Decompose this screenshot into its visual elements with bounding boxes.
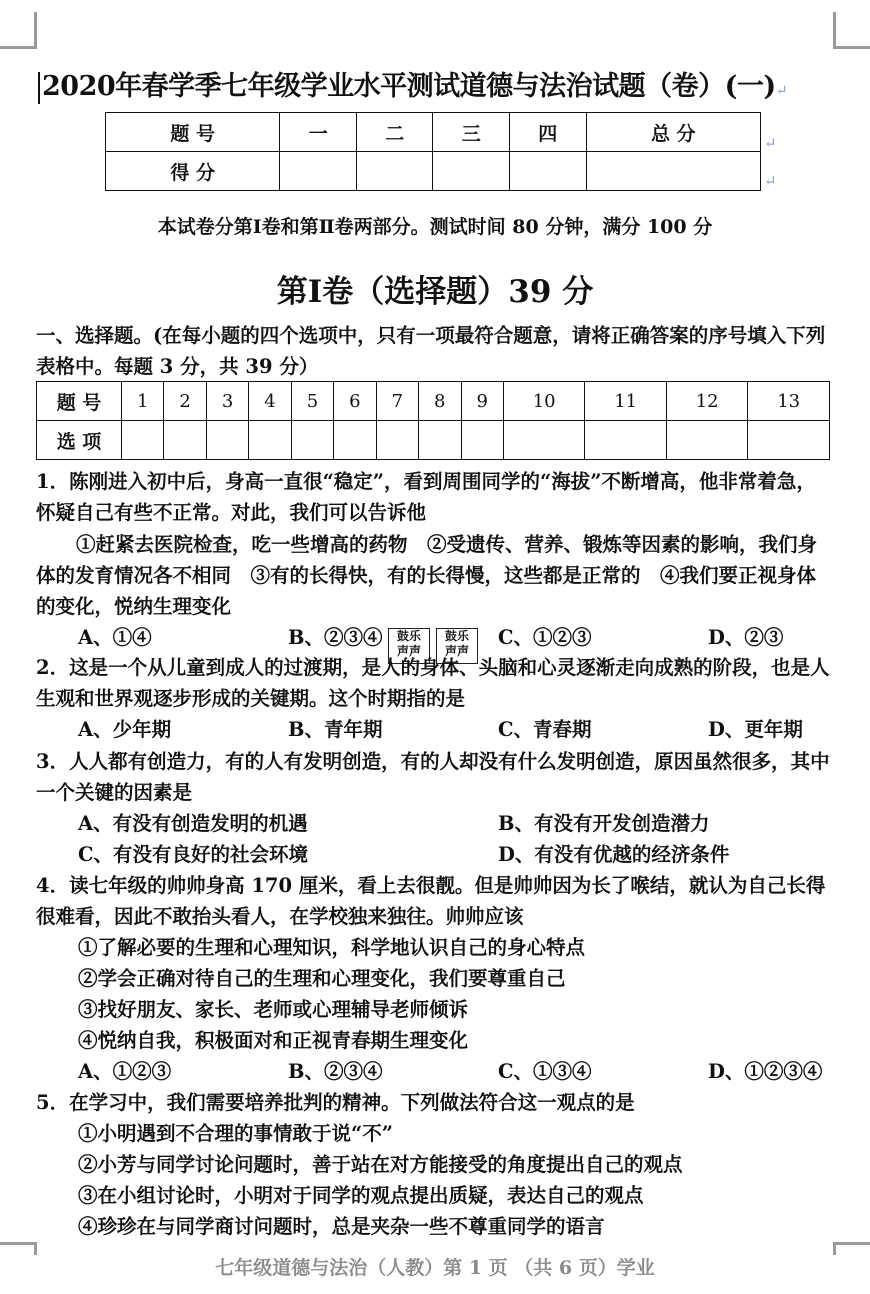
question-number-cell: 1 bbox=[122, 382, 164, 421]
question-number-cell: 12 bbox=[666, 382, 747, 421]
score-table-header: 三 bbox=[433, 113, 510, 152]
question-3-stem: 3．人人都有创造力，有的人有发明创造，有的人却没有什么发明创造，原因虽然很多，其中一个关键的因素是 bbox=[36, 750, 830, 804]
q5-item: ②小芳与同学讨论问题时，善于站在对方能接受的角度提出自己的观点 bbox=[78, 1153, 683, 1176]
q5-item: ③在小组讨论时，小明对于同学的观点提出质疑，表达自己的观点 bbox=[78, 1184, 644, 1207]
exam-note: 本试卷分第Ⅰ卷和第Ⅱ卷两部分。测试时间 80 分钟，满分 100 分 bbox=[157, 216, 713, 238]
score-cell[interactable] bbox=[433, 152, 510, 191]
paragraph-mark-icon: ↵ bbox=[775, 83, 787, 99]
answer-cell[interactable] bbox=[334, 421, 376, 460]
answer-cell[interactable] bbox=[419, 421, 461, 460]
answer-cell[interactable] bbox=[249, 421, 291, 460]
exam-title-text: 2020年春学季七年级学业水平测试道德与法治试题（卷）(一) bbox=[42, 71, 776, 102]
question-number-cell: 6 bbox=[334, 382, 376, 421]
q5-item: ①小明遇到不合理的事情敢于说“不” bbox=[78, 1122, 393, 1145]
seal-stamp-line: 声声 bbox=[444, 644, 469, 658]
q2-option-c: C、青春期 bbox=[498, 718, 592, 741]
answer-cell[interactable] bbox=[666, 421, 747, 460]
seal-stamp-line: 声声 bbox=[396, 644, 421, 658]
answer-cell[interactable] bbox=[164, 421, 206, 460]
q4-option-c: C、①③④ bbox=[498, 1060, 592, 1083]
exam-title bbox=[36, 64, 846, 104]
score-row-label: 得 分 bbox=[106, 152, 280, 191]
question-4-stem: 4．读七年级的帅帅身高 170 厘米，看上去很靓。但是帅帅因为长了喉结，就认为自己长得很难看，因此不敢抬头看人，在学校独来独往。帅帅应该 bbox=[36, 874, 826, 928]
answer-cell[interactable] bbox=[503, 421, 584, 460]
q4-item: ③找好朋友、家长、老师或心理辅导老师倾诉 bbox=[78, 998, 469, 1021]
seal-stamp-line: 鼓乐 bbox=[444, 629, 469, 643]
q1-option-c: C、①②③ bbox=[498, 626, 592, 649]
question-number-cell: 7 bbox=[376, 382, 418, 421]
q4-option-b: B、②③④ bbox=[288, 1060, 383, 1083]
score-cell[interactable] bbox=[509, 152, 586, 191]
answer-cell[interactable] bbox=[206, 421, 248, 460]
score-table-header: 总 分 bbox=[586, 113, 761, 152]
answer-cell[interactable] bbox=[122, 421, 164, 460]
q4-item: ④悦纳自我，积极面对和正视青春期生理变化 bbox=[78, 1029, 469, 1052]
q3-option-d: D、有没有优越的经济条件 bbox=[498, 843, 730, 866]
answer-cell[interactable] bbox=[461, 421, 503, 460]
row-end-mark-icon: ↵ bbox=[764, 134, 777, 152]
question-1-statements: ①赶紧去医院检查，吃一些增高的药物 ②受遗传、营养、锻炼等因素的影响，我们身体的发育情况各不相同 ③有的长得快，有的长得慢，这些都是正常的 ④我们要正视身体的变化，悦纳生理变化 bbox=[36, 533, 818, 618]
answer-table-option-row bbox=[37, 421, 830, 460]
q4-item: ②学会正确对待自己的生理和心理变化，我们要尊重自己 bbox=[78, 967, 566, 990]
question-2-stem: 2．这是一个从儿童到成人的过渡期，是人的身体、头脑和心灵逐渐走向成熟的阶段，也是人生观和世界观逐步形成的关键期。这个时期指的是 bbox=[36, 656, 830, 710]
answer-table bbox=[36, 381, 830, 460]
answer-table-number-row bbox=[37, 382, 830, 421]
question-number-cell: 2 bbox=[164, 382, 206, 421]
score-cell[interactable] bbox=[280, 152, 357, 191]
question-number-cell: 10 bbox=[503, 382, 584, 421]
q4-option-a: A、①②③ bbox=[78, 1060, 172, 1083]
answer-cell[interactable] bbox=[376, 421, 418, 460]
answer-cell[interactable] bbox=[748, 421, 830, 460]
instructions: 一、选择题。(在每小题的四个选项中，只有一项最符合题意，请将正确答案的序号填入下列表格中。每题 3 分，共 39 分） bbox=[36, 324, 826, 378]
score-table-header: 题 号 bbox=[106, 113, 280, 152]
q2-option-b: B、青年期 bbox=[288, 718, 383, 741]
answer-cell[interactable] bbox=[585, 421, 666, 460]
q4-option-d: D、①②③④ bbox=[708, 1060, 823, 1083]
question-number-cell: 8 bbox=[419, 382, 461, 421]
q1-option-b: B、②③④ bbox=[288, 626, 383, 649]
score-cell[interactable] bbox=[356, 152, 433, 191]
question-number-cell: 3 bbox=[206, 382, 248, 421]
score-table bbox=[105, 112, 761, 191]
question-number-cell: 13 bbox=[748, 382, 830, 421]
q2-option-d: D、更年期 bbox=[708, 718, 803, 741]
q1-option-a: A、①④ bbox=[78, 626, 152, 649]
question-1-stem: 1．陈刚进入初中后，身高一直很“稳定”，看到周围同学的“海拔”不断增高，他非常着急，怀疑自己有些不正常。对此，我们可以告诉他 bbox=[36, 470, 816, 524]
answer-table-header: 题 号 bbox=[37, 382, 122, 421]
crop-mark-top-left bbox=[0, 12, 37, 49]
q2-option-a: A、少年期 bbox=[78, 718, 172, 741]
crop-mark-top-right bbox=[833, 12, 870, 49]
question-number-cell: 5 bbox=[291, 382, 333, 421]
seal-stamp-line: 鼓乐 bbox=[396, 629, 421, 643]
q3-option-a: A、有没有创造发明的机遇 bbox=[78, 812, 308, 835]
q5-item: ④珍珍在与同学商讨问题时，总是夹杂一些不尊重同学的语言 bbox=[78, 1215, 605, 1238]
text-cursor bbox=[38, 72, 40, 104]
answer-row-label: 选 项 bbox=[37, 421, 122, 460]
score-cell[interactable] bbox=[586, 152, 761, 191]
score-table-header-row bbox=[106, 113, 761, 152]
question-number-cell: 11 bbox=[585, 382, 666, 421]
question-5-stem: 5．在学习中，我们需要培养批判的精神。下列做法符合这一观点的是 bbox=[36, 1091, 635, 1114]
score-table-header: 二 bbox=[356, 113, 433, 152]
page-footer: 七年级道德与法治（人教）第 1 页 （共 6 页）学业 bbox=[215, 1257, 655, 1279]
q3-option-b: B、有没有开发创造潜力 bbox=[498, 812, 710, 835]
score-table-score-row bbox=[106, 152, 761, 191]
question-number-cell: 4 bbox=[249, 382, 291, 421]
q4-item: ①了解必要的生理和心理知识，科学地认识自己的身心特点 bbox=[78, 936, 586, 959]
answer-cell[interactable] bbox=[291, 421, 333, 460]
q1-option-d: D、②③ bbox=[708, 626, 784, 649]
question-number-cell: 9 bbox=[461, 382, 503, 421]
q3-option-c: C、有没有良好的社会环境 bbox=[78, 843, 309, 866]
score-table-header: 四 bbox=[509, 113, 586, 152]
section-title: 第Ⅰ卷（选择题）39 分 bbox=[276, 274, 594, 310]
score-table-header: 一 bbox=[280, 113, 357, 152]
row-end-mark-icon: ↵ bbox=[764, 172, 777, 190]
